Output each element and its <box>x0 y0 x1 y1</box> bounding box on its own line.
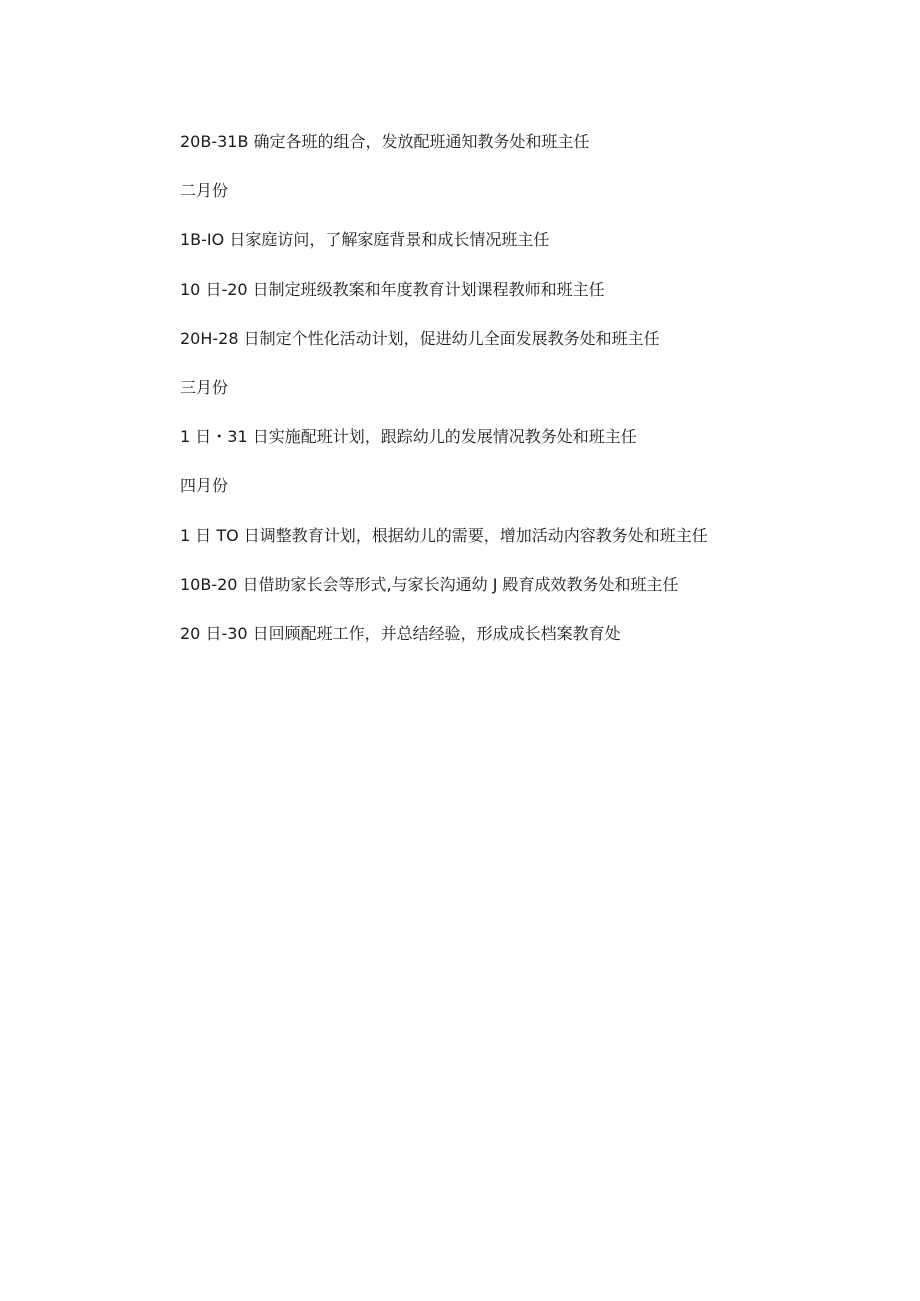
schedule-entry: 1 日 TO 日调整教育计划，根据幼儿的需要，增加活动内容教务处和班主任 <box>180 525 708 545</box>
schedule-entry: 1B-IO 日家庭访问，了解家庭背景和成长情况班主任 <box>180 230 550 250</box>
schedule-entry: 20 日-30 日回顾配班工作，并总结经验，形成成长档案教育处 <box>180 623 621 643</box>
month-heading-february: 二月份 <box>180 181 229 201</box>
schedule-entry: 10 日-20 日制定班级教案和年度教育计划课程教师和班主任 <box>180 279 605 299</box>
schedule-entry: 20H-28 日制定个性化活动计划，促进幼儿全面发展教务处和班主任 <box>180 328 660 348</box>
month-heading-march: 三月份 <box>180 377 229 397</box>
schedule-entry: 20B-31B 确定各班的组合，发放配班通知教务处和班主任 <box>180 132 590 151</box>
schedule-entry: 1 日・31 日实施配班计划，跟踪幼儿的发展情况教务处和班主任 <box>180 427 637 447</box>
document-body <box>180 128 880 669</box>
schedule-entry: 10B-20 日借助家长会等形式,与家长沟通幼 J 殿育成效教务处和班主任 <box>180 574 679 594</box>
month-heading-april: 四月份 <box>180 476 229 496</box>
